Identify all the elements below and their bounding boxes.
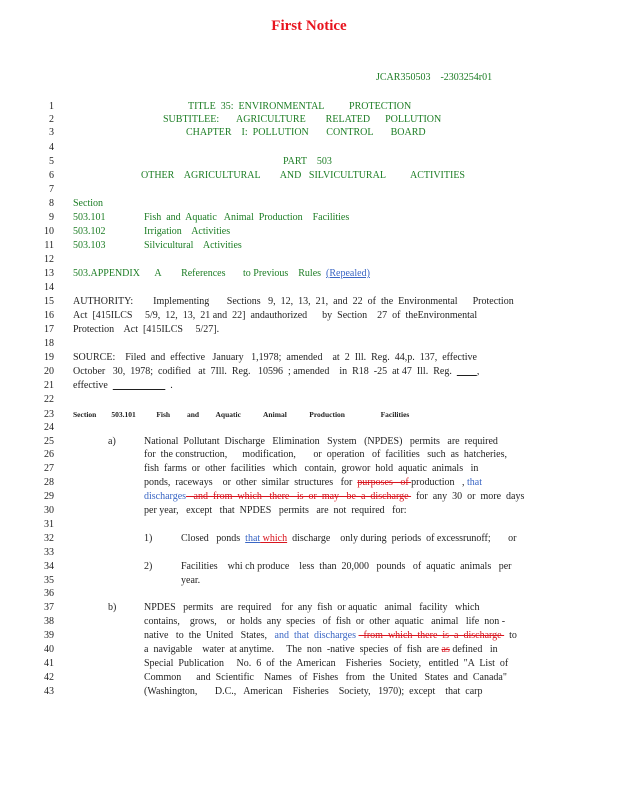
- line-number: 2: [49, 114, 54, 125]
- line-number: 19: [44, 352, 54, 363]
- para-a-line: National Pollutant Discharge Elimination System (NPDES) permits are required: [144, 436, 498, 447]
- line-number: 40: [44, 644, 54, 655]
- item-1-post: discharge only during periods of excessrunoff; or: [287, 533, 517, 544]
- source-line: [73, 366, 479, 378]
- line-number: 29: [44, 491, 54, 502]
- repealed-insertion: (Repealed): [326, 268, 370, 279]
- deletion: and from which there is or may be a discharge: [186, 491, 412, 502]
- line-number: 7: [49, 184, 54, 195]
- para-b-line: [144, 644, 498, 656]
- para-b-line: [144, 630, 517, 642]
- part-title-line: OTHER AGRICULTURAL AND SILVICULTURAL ACTIVITIES: [141, 170, 465, 181]
- line-number: 38: [44, 616, 54, 627]
- line-number: 36: [44, 588, 54, 599]
- para-b-line: (Washington, D.C., American Fisheries Society, 1970); except that carp: [144, 686, 483, 697]
- para-b-text: native to the United States,: [144, 630, 273, 641]
- toc-row-number: 503.103: [73, 240, 106, 251]
- toc-row-title: Irrigation Activities: [144, 226, 231, 237]
- para-b-label: b): [108, 602, 117, 613]
- line-number: 8: [49, 198, 54, 209]
- line-number: 4: [49, 142, 54, 153]
- para-a-line: [144, 477, 482, 489]
- line-number: 23: [44, 409, 54, 420]
- para-a-line: [144, 491, 524, 503]
- line-number: 16: [44, 310, 54, 321]
- line-number: 31: [44, 519, 54, 530]
- blank-field: [457, 366, 477, 377]
- toc-row-title: Silvicultural Activities: [144, 240, 242, 251]
- line-number: 35: [44, 575, 54, 586]
- deletion: which: [260, 533, 288, 544]
- authority-line: AUTHORITY: Implementing Sections 9, 12, 13, 21, and 22 of the Environmental Protection: [73, 296, 514, 307]
- para-b-line: Special Publication No. 6 of the American Fisheries Society, entitled "A List of: [144, 658, 509, 669]
- line-number: 13: [44, 268, 54, 279]
- para-a-text: for any 30 or more days: [411, 491, 525, 502]
- appendix-text: 503.APPENDIX A References to Previous Rules: [73, 268, 327, 279]
- line-number: 14: [44, 282, 54, 293]
- item-2-label: 2): [144, 561, 153, 572]
- line-number: 21: [44, 380, 54, 391]
- notice-title: First Notice: [271, 18, 347, 34]
- authority-line: Protection Act [415ILCS 5/27].: [73, 324, 220, 335]
- title-line: TITLE 35: ENVIRONMENTAL PROTECTION: [188, 101, 412, 112]
- line-number: 30: [44, 505, 54, 516]
- source-comma: ,: [476, 366, 480, 377]
- subtitle-line: SUBTITLEE: AGRICULTURE RELATED POLLUTION: [163, 114, 442, 125]
- item-1-text: [181, 533, 516, 545]
- document-code: JCAR350503 -2303254r01: [376, 72, 493, 83]
- para-b-text: a navigable water at anytime. The non -native species of fish are: [144, 644, 442, 655]
- line-number: 20: [44, 366, 54, 377]
- toc-section-label: Section: [73, 198, 103, 209]
- para-a-text: ponds, raceways or other similar structures for: [144, 477, 358, 488]
- line-number: 41: [44, 658, 54, 669]
- line-number: 34: [44, 561, 54, 572]
- insertion: and that discharges: [272, 630, 359, 641]
- item-2-text: Facilities whi ch produce less than 20,000 pounds of aquatic animals per: [181, 561, 512, 572]
- line-number: 43: [44, 686, 54, 697]
- line-number: 42: [44, 672, 54, 683]
- source-line: [73, 380, 173, 392]
- line-number: 1: [49, 101, 54, 112]
- line-number: 11: [44, 240, 54, 251]
- line-number: 15: [44, 296, 54, 307]
- toc-row-number: 503.102: [73, 226, 106, 237]
- item-1-pre: Closed ponds: [181, 533, 246, 544]
- deletion: from which there is a discharge: [358, 630, 505, 641]
- line-number: 27: [44, 463, 54, 474]
- deletion: purposes of: [357, 477, 412, 488]
- line-number: 25: [44, 436, 54, 447]
- insertion: that: [245, 533, 261, 544]
- line-number: 28: [44, 477, 54, 488]
- insertion: that: [464, 477, 482, 488]
- para-a-line: for the construction, modification, or operation of facilities such as hatcheries,: [144, 449, 507, 460]
- line-number: 33: [44, 547, 54, 558]
- para-a-text: production ,: [411, 477, 465, 488]
- para-a-line: per year, except that NPDES permits are not required for:: [144, 505, 407, 516]
- line-number: 9: [49, 212, 54, 223]
- line-number: 26: [44, 449, 54, 460]
- line-number: 32: [44, 533, 54, 544]
- source-line: SOURCE: Filed and effective January 1,1978; amended at 2 Ill. Reg. 44,p. 137, effective: [73, 352, 477, 363]
- para-b-text: to: [504, 630, 517, 641]
- authority-line: Act [415ILCS 5/9, 12, 13, 21 and 22] andauthorized by Section 27 of theEnvironmental: [73, 310, 478, 321]
- effective-label: effective: [73, 380, 113, 391]
- insertion: discharges: [144, 491, 187, 502]
- section-heading: Section 503.101 Fish and Aquatic Animal Production Facilities: [73, 410, 410, 419]
- para-b-text: defined in: [449, 644, 498, 655]
- line-number: 24: [44, 422, 54, 433]
- item-1-label: 1): [144, 533, 153, 544]
- line-number: 37: [44, 602, 54, 613]
- line-number: 10: [44, 226, 54, 237]
- line-number: 12: [44, 254, 54, 265]
- line-number: 17: [44, 324, 54, 335]
- line-number: 18: [44, 338, 54, 349]
- chapter-line: CHAPTER I: POLLUTION CONTROL BOARD: [186, 127, 426, 138]
- line-number: 6: [49, 170, 54, 181]
- line-number: 39: [44, 630, 54, 641]
- line-number: 5: [49, 156, 54, 167]
- toc-row-title: Fish and Aquatic Animal Production Facilities: [144, 212, 350, 223]
- deletion: as: [441, 644, 450, 655]
- source-period: .: [165, 380, 173, 391]
- line-number: 3: [49, 127, 54, 138]
- toc-row-number: 503.101: [73, 212, 106, 223]
- part-line: PART 503: [283, 156, 332, 167]
- toc-appendix: [73, 268, 370, 280]
- line-number: 22: [44, 394, 54, 405]
- item-2-text: year.: [181, 575, 201, 586]
- source-text: October 30, 1978; codified at 7Ill. Reg. 10596 ; amended in R18 -25 at 47 Ill. Reg.: [73, 366, 457, 377]
- para-b-line: contains, grows, or holds any species of fish or other aquatic animal life non -: [144, 616, 506, 627]
- para-a-line: fish farms or other facilities which contain, growor hold aquatic animals in: [144, 463, 479, 474]
- para-b-line: Common and Scientific Names of Fishes from the United States and Canada": [144, 672, 507, 683]
- para-a-label: a): [108, 436, 116, 447]
- blank-field: [113, 380, 166, 391]
- para-b-line: NPDES permits are required for any fish or aquatic animal facility which: [144, 602, 480, 613]
